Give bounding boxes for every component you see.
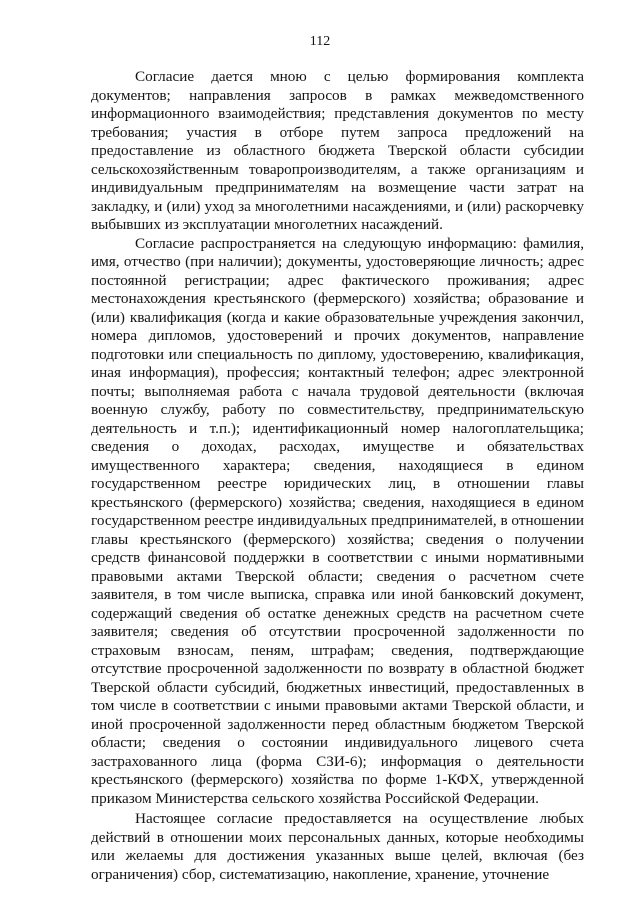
paragraph-purpose: Согласие дается мною с целью формирования комплекта документов; направления запросов в рамках межведомственного информационного взаимодействия; представления документов по месту требования; участия в отборе путем запроса предложений на предоставление из областного бюджета Тверской области субсидии сельскохозяйственным товаропроизводителям, а также организациям и индивидуальным предпринимателям на возмещение части затрат на закладку, и (или) уход за многолетними насаждениями, и (или) раскорчевку выбывших из эксплуатации многолетних насаждений.	[91, 68, 584, 233]
document-body	[91, 68, 584, 884]
paragraph-actions: Настоящее согласие предоставляется на осуществление любых действий в отношении моих персональных данных, которые необходимы или желаемы для достижения указанных выше целей, включая (без ограничения) сбор, систематизацию, накопление, хранение, уточнение	[91, 810, 584, 883]
page-number: 112	[309, 34, 331, 49]
paragraph-scope: Согласие распространяется на следующую информацию: фамилия, имя, отчество (при наличии); документы, удостоверяющие личность; адрес постоянной регистрации; адрес фактического проживания; адрес местонахождения крестьянского (фермерского) хозяйства; образование и (или) квалификация (когда и какие образовательные учреждения закончил, номера дипломов, удостоверений и прочих документов, направление подготовки или специальность по диплому, удостоверению, квалификация, иная информация), профессия; контактный телефон; адрес электронной почты; выполняемая работа с начала трудовой деятельности (включая военную службу, работу по совместительству, предпринимательскую деятельность и т.п.); идентификационный номер налогоплательщика; сведения о доходах, расходах, имуществе и обязательствах имущественного характера; сведения, находящиеся в едином государственном реестре юридических лиц, в отношении главы крестьянского (фермерского) хозяйства; сведения, находящиеся в едином государственном реестре индивидуальных предпринимателей, в отношении главы крестьянского (фермерского) хозяйства; сведения о получении средств финансовой поддержки в соответствии с иными нормативными правовыми актами Тверской области; сведения о расчетном счете заявителя, в том числе выписка, справка или иной банковский документ, содержащий сведения об остатке денежных средств на расчетном счете заявителя; сведения об отсутствии просроченной задолженности по страховым взносам, пеням, штрафам; сведения, подтверждающие отсутствие просроченной задолженности по возврату в областной бюджет Тверской области субсидий, бюджетных инвестиций, предоставленных в том числе в соответствии с иными правовыми актами Тверской области, и иной просроченной задолженности перед областным бюджетом Тверской области; сведения о состоянии индивидуального лицевого счета застрахованного лица (форма СЗИ-6); информация о деятельности крестьянского (фермерского) хозяйства по форме 1-КФХ, утвержденной приказом Министерства сельского хозяйства Российской Федерации.	[91, 234, 584, 807]
